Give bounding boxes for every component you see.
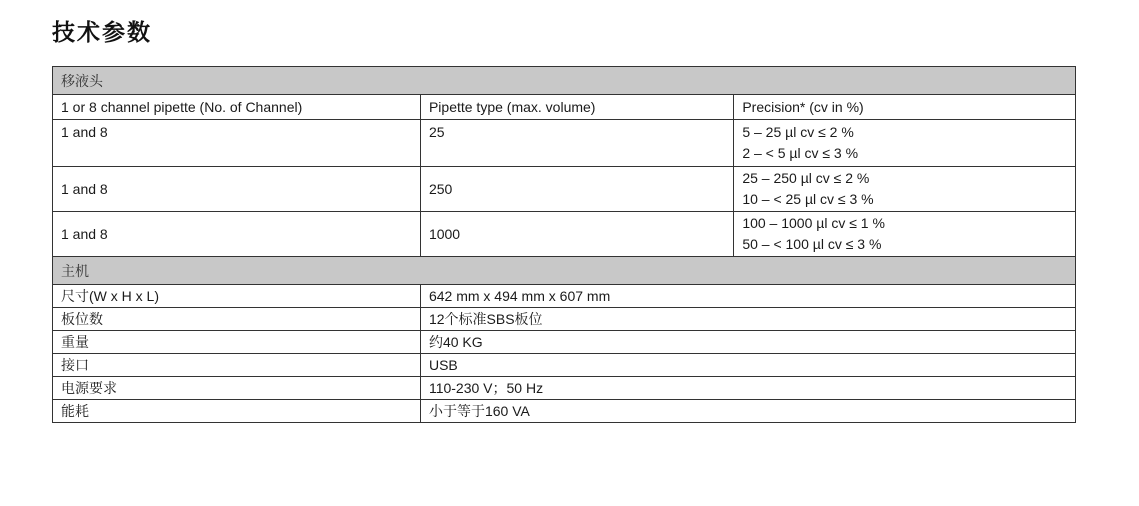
table-row xyxy=(53,354,1076,377)
cell-value: 642 mm x 494 mm x 607 mm xyxy=(420,285,1075,308)
table-row xyxy=(53,331,1076,354)
table-row xyxy=(53,285,1076,308)
cell-value: 小于等于160 VA xyxy=(420,400,1075,423)
section-label: 移液头 xyxy=(53,67,1076,95)
cell-channels: 1 and 8 xyxy=(53,120,421,167)
table-row xyxy=(53,167,1076,212)
table-row xyxy=(53,120,1076,167)
cell-type: 25 xyxy=(420,120,733,167)
header-row xyxy=(53,95,1076,120)
cell-precision xyxy=(734,212,1076,257)
cell-label: 尺寸(W x H x L) xyxy=(53,285,421,308)
section-row-main-unit xyxy=(53,257,1076,285)
spec-table xyxy=(52,66,1076,423)
table-row xyxy=(53,377,1076,400)
cell-label: 电源要求 xyxy=(53,377,421,400)
cell-channels: 1 and 8 xyxy=(53,212,421,257)
cell-type: 250 xyxy=(420,167,733,212)
precision-line: 5 – 25 µl cv ≤ 2 % xyxy=(742,124,854,140)
column-header-type: Pipette type (max. volume) xyxy=(420,95,733,120)
precision-line: 2 – < 5 µl cv ≤ 3 % xyxy=(742,145,859,161)
table-row xyxy=(53,212,1076,257)
precision-line: 50 – < 100 µl cv ≤ 3 % xyxy=(742,236,882,252)
precision-line: 25 – 250 µl cv ≤ 2 % xyxy=(742,170,870,186)
precision-line: 10 – < 25 µl cv ≤ 3 % xyxy=(742,191,874,207)
cell-channels: 1 and 8 xyxy=(53,167,421,212)
cell-label: 重量 xyxy=(53,331,421,354)
cell-label: 能耗 xyxy=(53,400,421,423)
cell-value: USB xyxy=(420,354,1075,377)
cell-label: 接口 xyxy=(53,354,421,377)
cell-value: 110-230 V；50 Hz xyxy=(420,377,1075,400)
section-row-pipette-head xyxy=(53,67,1076,95)
cell-value: 12个标准SBS板位 xyxy=(420,308,1075,331)
precision-line: 100 – 1000 µl cv ≤ 1 % xyxy=(742,215,885,231)
section-label: 主机 xyxy=(53,257,1076,285)
page-title: 技术参数 xyxy=(52,19,152,46)
cell-type: 1000 xyxy=(420,212,733,257)
cell-precision xyxy=(734,120,1076,167)
column-header-channels: 1 or 8 channel pipette (No. of Channel) xyxy=(53,95,421,120)
cell-label: 板位数 xyxy=(53,308,421,331)
column-header-precision: Precision* (cv in %) xyxy=(734,95,1076,120)
table-row xyxy=(53,400,1076,423)
cell-value: 约40 KG xyxy=(420,331,1075,354)
table-row xyxy=(53,308,1076,331)
cell-precision xyxy=(734,167,1076,212)
